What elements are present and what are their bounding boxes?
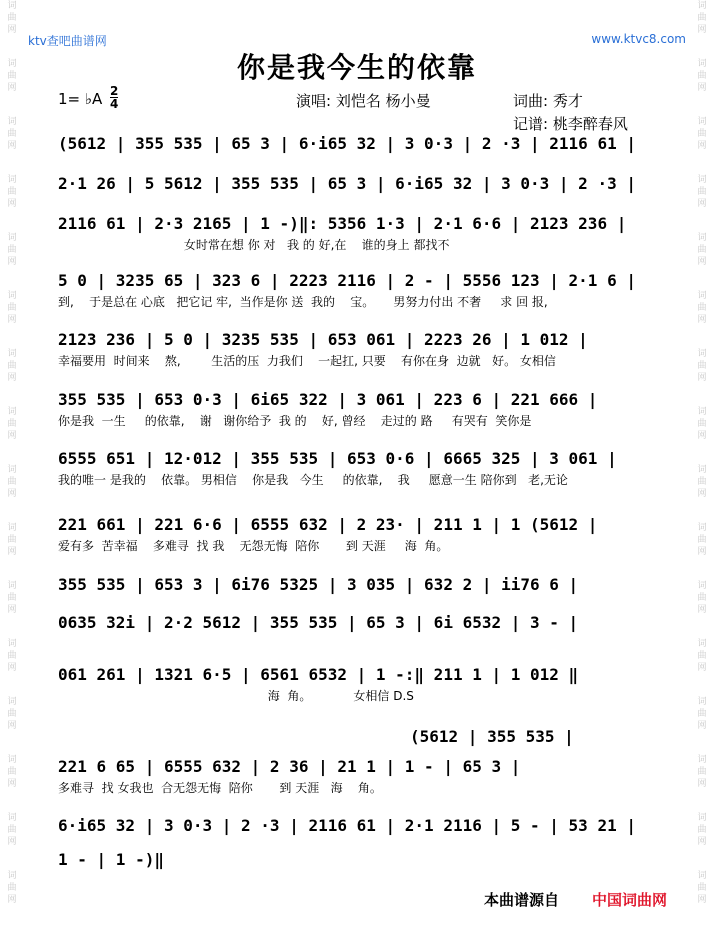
watermark-char: 词: [697, 697, 707, 707]
watermark-block: [0, 232, 24, 290]
lyrics-line: 我的唯一 是我的 依靠。 男相信 你是我 今生 的依靠, 我 愿意一生 陪你到 老,无论: [58, 473, 568, 487]
notes-line: 061 261 | 1321 6·5 | 6561 6532 | 1 -:‖ 211 1 | 1 012 ‖: [58, 665, 579, 684]
notes-line: 2123 236 | 5 0 | 3235 535 | 653 061 | 2223 26 | 1 012 |: [58, 330, 588, 349]
singers-credit: 演唱: 刘恺名 杨小曼: [296, 92, 431, 110]
watermark-char: 词: [7, 1, 17, 11]
watermark-char: 曲: [697, 303, 707, 313]
watermark-char: 网: [7, 663, 17, 673]
watermark-char: 网: [697, 257, 707, 267]
watermark-char: 词: [7, 697, 17, 707]
watermark-char: 网: [7, 837, 17, 847]
watermark-char: 网: [697, 199, 707, 209]
watermark-char: 网: [697, 605, 707, 615]
watermark-char: 网: [697, 83, 707, 93]
watermark-block: [0, 116, 24, 174]
watermark-block: [690, 464, 714, 522]
notes-line: 1 - | 1 -)‖: [58, 850, 164, 869]
song-title: 你是我今生的依靠: [236, 51, 477, 84]
score-row: [58, 575, 668, 595]
watermark-char: 词: [7, 349, 17, 359]
time-signature-numerator: 2: [110, 84, 119, 98]
notes-line: 2·1 26 | 5 5612 | 355 535 | 65 3 | 6·i65 32 | 3 0·3 | 2 ·3 |: [58, 174, 636, 193]
watermark-char: 词: [697, 465, 707, 475]
lyrics-line: 海 角。 女相信 D.S: [58, 689, 414, 703]
watermark-char: 网: [7, 779, 17, 789]
lyrics-line: 爱有多 苦幸福 多难寻 找 我 无怨无悔 陪你 到 天涯 海 角。: [58, 539, 449, 553]
watermark-char: 曲: [697, 883, 707, 893]
watermark-char: 词: [7, 407, 17, 417]
watermark-block: [0, 580, 24, 638]
watermark-char: 曲: [697, 187, 707, 197]
key-signature: 1= ♭A: [58, 90, 103, 108]
watermark-char: 网: [7, 257, 17, 267]
watermark-char: 曲: [697, 651, 707, 661]
lyrics-line: 女时常在想 你 对 我 的 好,在 谁的身上 都找不: [58, 238, 450, 252]
watermark-char: 曲: [7, 71, 17, 81]
watermark-char: 网: [697, 779, 707, 789]
watermark-char: 网: [7, 605, 17, 615]
watermark-char: 词: [7, 291, 17, 301]
watermark-block: [690, 638, 714, 696]
watermark-char: 词: [7, 581, 17, 591]
watermark-char: 曲: [7, 245, 17, 255]
watermark-char: 词: [7, 523, 17, 533]
watermark-char: 网: [7, 721, 17, 731]
watermark-char: 曲: [697, 825, 707, 835]
time-signature: [110, 85, 118, 110]
lyrics-line: 到, 于是总在 心底 把它记 牢, 当作是你 送 我的 宝。 男努力付出 不奢 求 回 报,: [58, 295, 548, 309]
notes-line: (5612 | 355 535 |: [410, 727, 574, 746]
watermark-char: 曲: [697, 709, 707, 719]
notes-line: 221 661 | 221 6·6 | 6555 632 | 2 23· | 211 1 | 1 (5612 |: [58, 515, 598, 534]
watermark-char: 网: [7, 83, 17, 93]
score-row: [58, 665, 668, 703]
watermark-block: [0, 174, 24, 232]
notes-line: 355 535 | 653 0·3 | 6i65 322 | 3 061 | 223 6 | 221 666 |: [58, 390, 598, 409]
watermark-block: [690, 522, 714, 580]
score-row: [58, 850, 668, 870]
watermark-char: 词: [697, 233, 707, 243]
watermark-block: [0, 406, 24, 464]
watermark-block: [690, 232, 714, 290]
score-row: [58, 613, 668, 633]
watermark-block: [690, 174, 714, 232]
watermark-block: [0, 638, 24, 696]
footer-network-link[interactable]: 中国词曲网: [592, 891, 668, 909]
watermark-char: 网: [7, 315, 17, 325]
watermark-char: 网: [7, 431, 17, 441]
watermark-char: 词: [7, 117, 17, 127]
watermark-block: [690, 348, 714, 406]
watermark-block: [690, 812, 714, 870]
watermark-char: 曲: [7, 13, 17, 23]
watermark-char: 曲: [697, 361, 707, 371]
score-row: [58, 390, 668, 428]
watermark-char: 词: [697, 523, 707, 533]
watermark-char: 曲: [7, 303, 17, 313]
footer-source-label: 本曲谱源自: [484, 891, 560, 909]
watermark-char: 词: [7, 465, 17, 475]
watermark-char: 网: [697, 547, 707, 557]
watermark-char: 词: [7, 175, 17, 185]
notes-line: 6555 651 | 12·012 | 355 535 | 653 0·6 | 6665 325 | 3 061 |: [58, 449, 617, 468]
watermark-char: 网: [7, 895, 17, 905]
notes-line: 5 0 | 3235 65 | 323 6 | 2223 2116 | 2 - | 5556 123 | 2·1 6 |: [58, 271, 636, 290]
watermark-char: 网: [697, 141, 707, 151]
time-signature-denominator: 4: [110, 97, 119, 111]
watermark-char: 网: [697, 373, 707, 383]
score-row: [58, 134, 668, 154]
watermark-char: 网: [7, 199, 17, 209]
watermark-char: 曲: [697, 419, 707, 429]
watermark-char: 词: [697, 639, 707, 649]
watermark-char: 词: [697, 349, 707, 359]
site-name-left[interactable]: ktv查吧曲谱网: [28, 34, 107, 48]
score-row: [410, 727, 660, 747]
watermark-char: 曲: [697, 477, 707, 487]
watermark-char: 网: [7, 25, 17, 35]
watermark-block: [690, 580, 714, 638]
notes-line: (5612 | 355 535 | 65 3 | 6·i65 32 | 3 0·3 | 2 ·3 | 2116 61 |: [58, 134, 636, 153]
watermark-char: 词: [7, 639, 17, 649]
lyrics-line: 幸福要用 时间来 熬, 生活的压 力我们 一起扛, 只要 有你在身 边就 好。 女相信: [58, 354, 556, 368]
notes-line: 6·i65 32 | 3 0·3 | 2 ·3 | 2116 61 | 2·1 2116 | 5 - | 53 21 |: [58, 816, 636, 835]
watermark-char: 词: [697, 1, 707, 11]
watermark-char: 词: [7, 59, 17, 69]
watermark-block: [0, 290, 24, 348]
score-row: [58, 515, 668, 553]
site-url-right[interactable]: www.ktvc8.com: [591, 32, 686, 46]
score-row: [58, 174, 668, 194]
notes-line: 2116 61 | 2·3 2165 | 1 -)‖: 5356 1·3 | 2·1 6·6 | 2123 236 |: [58, 214, 627, 233]
watermark-char: 网: [7, 547, 17, 557]
watermark-char: 曲: [697, 129, 707, 139]
watermark-char: 网: [697, 315, 707, 325]
watermark-block: [690, 290, 714, 348]
score-row: [58, 757, 668, 795]
watermark-char: 曲: [7, 593, 17, 603]
watermark-char: 曲: [7, 535, 17, 545]
notes-line: 221 6 65 | 6555 632 | 2 36 | 21 1 | 1 - | 65 3 |: [58, 757, 521, 776]
score-row: [58, 271, 668, 309]
watermark-char: 网: [7, 489, 17, 499]
watermark-block: [690, 406, 714, 464]
watermark-char: 曲: [7, 419, 17, 429]
watermark-char: 曲: [7, 709, 17, 719]
watermark-char: 曲: [7, 883, 17, 893]
lyrics-line: 多难寻 找 女我也 合无怨无悔 陪你 到 天涯 海 角。: [58, 781, 382, 795]
watermark-char: 曲: [7, 129, 17, 139]
watermark-char: 网: [697, 25, 707, 35]
right-watermark: [690, 0, 714, 937]
notes-line: 0635 32i | 2·2 5612 | 355 535 | 65 3 | 6i 6532 | 3 - |: [58, 613, 579, 632]
watermark-block: [690, 754, 714, 812]
watermark-char: 曲: [697, 593, 707, 603]
watermark-char: 网: [697, 489, 707, 499]
watermark-block: [690, 696, 714, 754]
watermark-char: 网: [7, 141, 17, 151]
watermark-char: 词: [697, 407, 707, 417]
watermark-char: 曲: [7, 651, 17, 661]
watermark-block: [690, 116, 714, 174]
watermark-char: 曲: [7, 361, 17, 371]
watermark-char: 网: [697, 431, 707, 441]
watermark-block: [0, 870, 24, 928]
watermark-char: 词: [7, 755, 17, 765]
watermark-char: 词: [697, 175, 707, 185]
watermark-char: 词: [697, 59, 707, 69]
transcriber-credit: 记谱: 桃李醉春风: [513, 115, 628, 133]
score-row: [58, 449, 668, 487]
score-row: [58, 214, 668, 252]
left-watermark: [0, 0, 24, 937]
watermark-char: 曲: [697, 767, 707, 777]
watermark-block: [0, 696, 24, 754]
watermark-block: [690, 870, 714, 928]
watermark-char: 网: [697, 663, 707, 673]
watermark-block: [0, 348, 24, 406]
watermark-char: 网: [697, 721, 707, 731]
watermark-char: 曲: [697, 535, 707, 545]
watermark-char: 词: [7, 813, 17, 823]
watermark-char: 曲: [697, 245, 707, 255]
watermark-char: 词: [697, 581, 707, 591]
lyrics-line: 你是我 一生 的依靠, 谢 谢你给予 我 的 好, 曾经 走过的 路 有哭有 笑你是: [58, 414, 532, 428]
notes-line: 355 535 | 653 3 | 6i76 5325 | 3 035 | 632 2 | ii76 6 |: [58, 575, 579, 594]
watermark-char: 词: [697, 813, 707, 823]
watermark-char: 曲: [697, 13, 707, 23]
lyricist-credit: 词曲: 秀才: [513, 92, 583, 110]
watermark-char: 词: [697, 755, 707, 765]
watermark-char: 词: [7, 871, 17, 881]
watermark-char: 网: [697, 837, 707, 847]
watermark-char: 曲: [7, 825, 17, 835]
watermark-block: [0, 464, 24, 522]
watermark-char: 网: [697, 895, 707, 905]
score-row: [58, 816, 668, 836]
watermark-char: 曲: [7, 187, 17, 197]
watermark-char: 曲: [7, 477, 17, 487]
score-row: [58, 330, 668, 368]
watermark-block: [0, 812, 24, 870]
watermark-char: 词: [697, 871, 707, 881]
watermark-char: 网: [7, 373, 17, 383]
watermark-block: [0, 522, 24, 580]
watermark-block: [0, 754, 24, 812]
watermark-char: 词: [7, 233, 17, 243]
watermark-char: 词: [697, 291, 707, 301]
watermark-char: 曲: [697, 71, 707, 81]
watermark-char: 词: [697, 117, 707, 127]
watermark-char: 曲: [7, 767, 17, 777]
